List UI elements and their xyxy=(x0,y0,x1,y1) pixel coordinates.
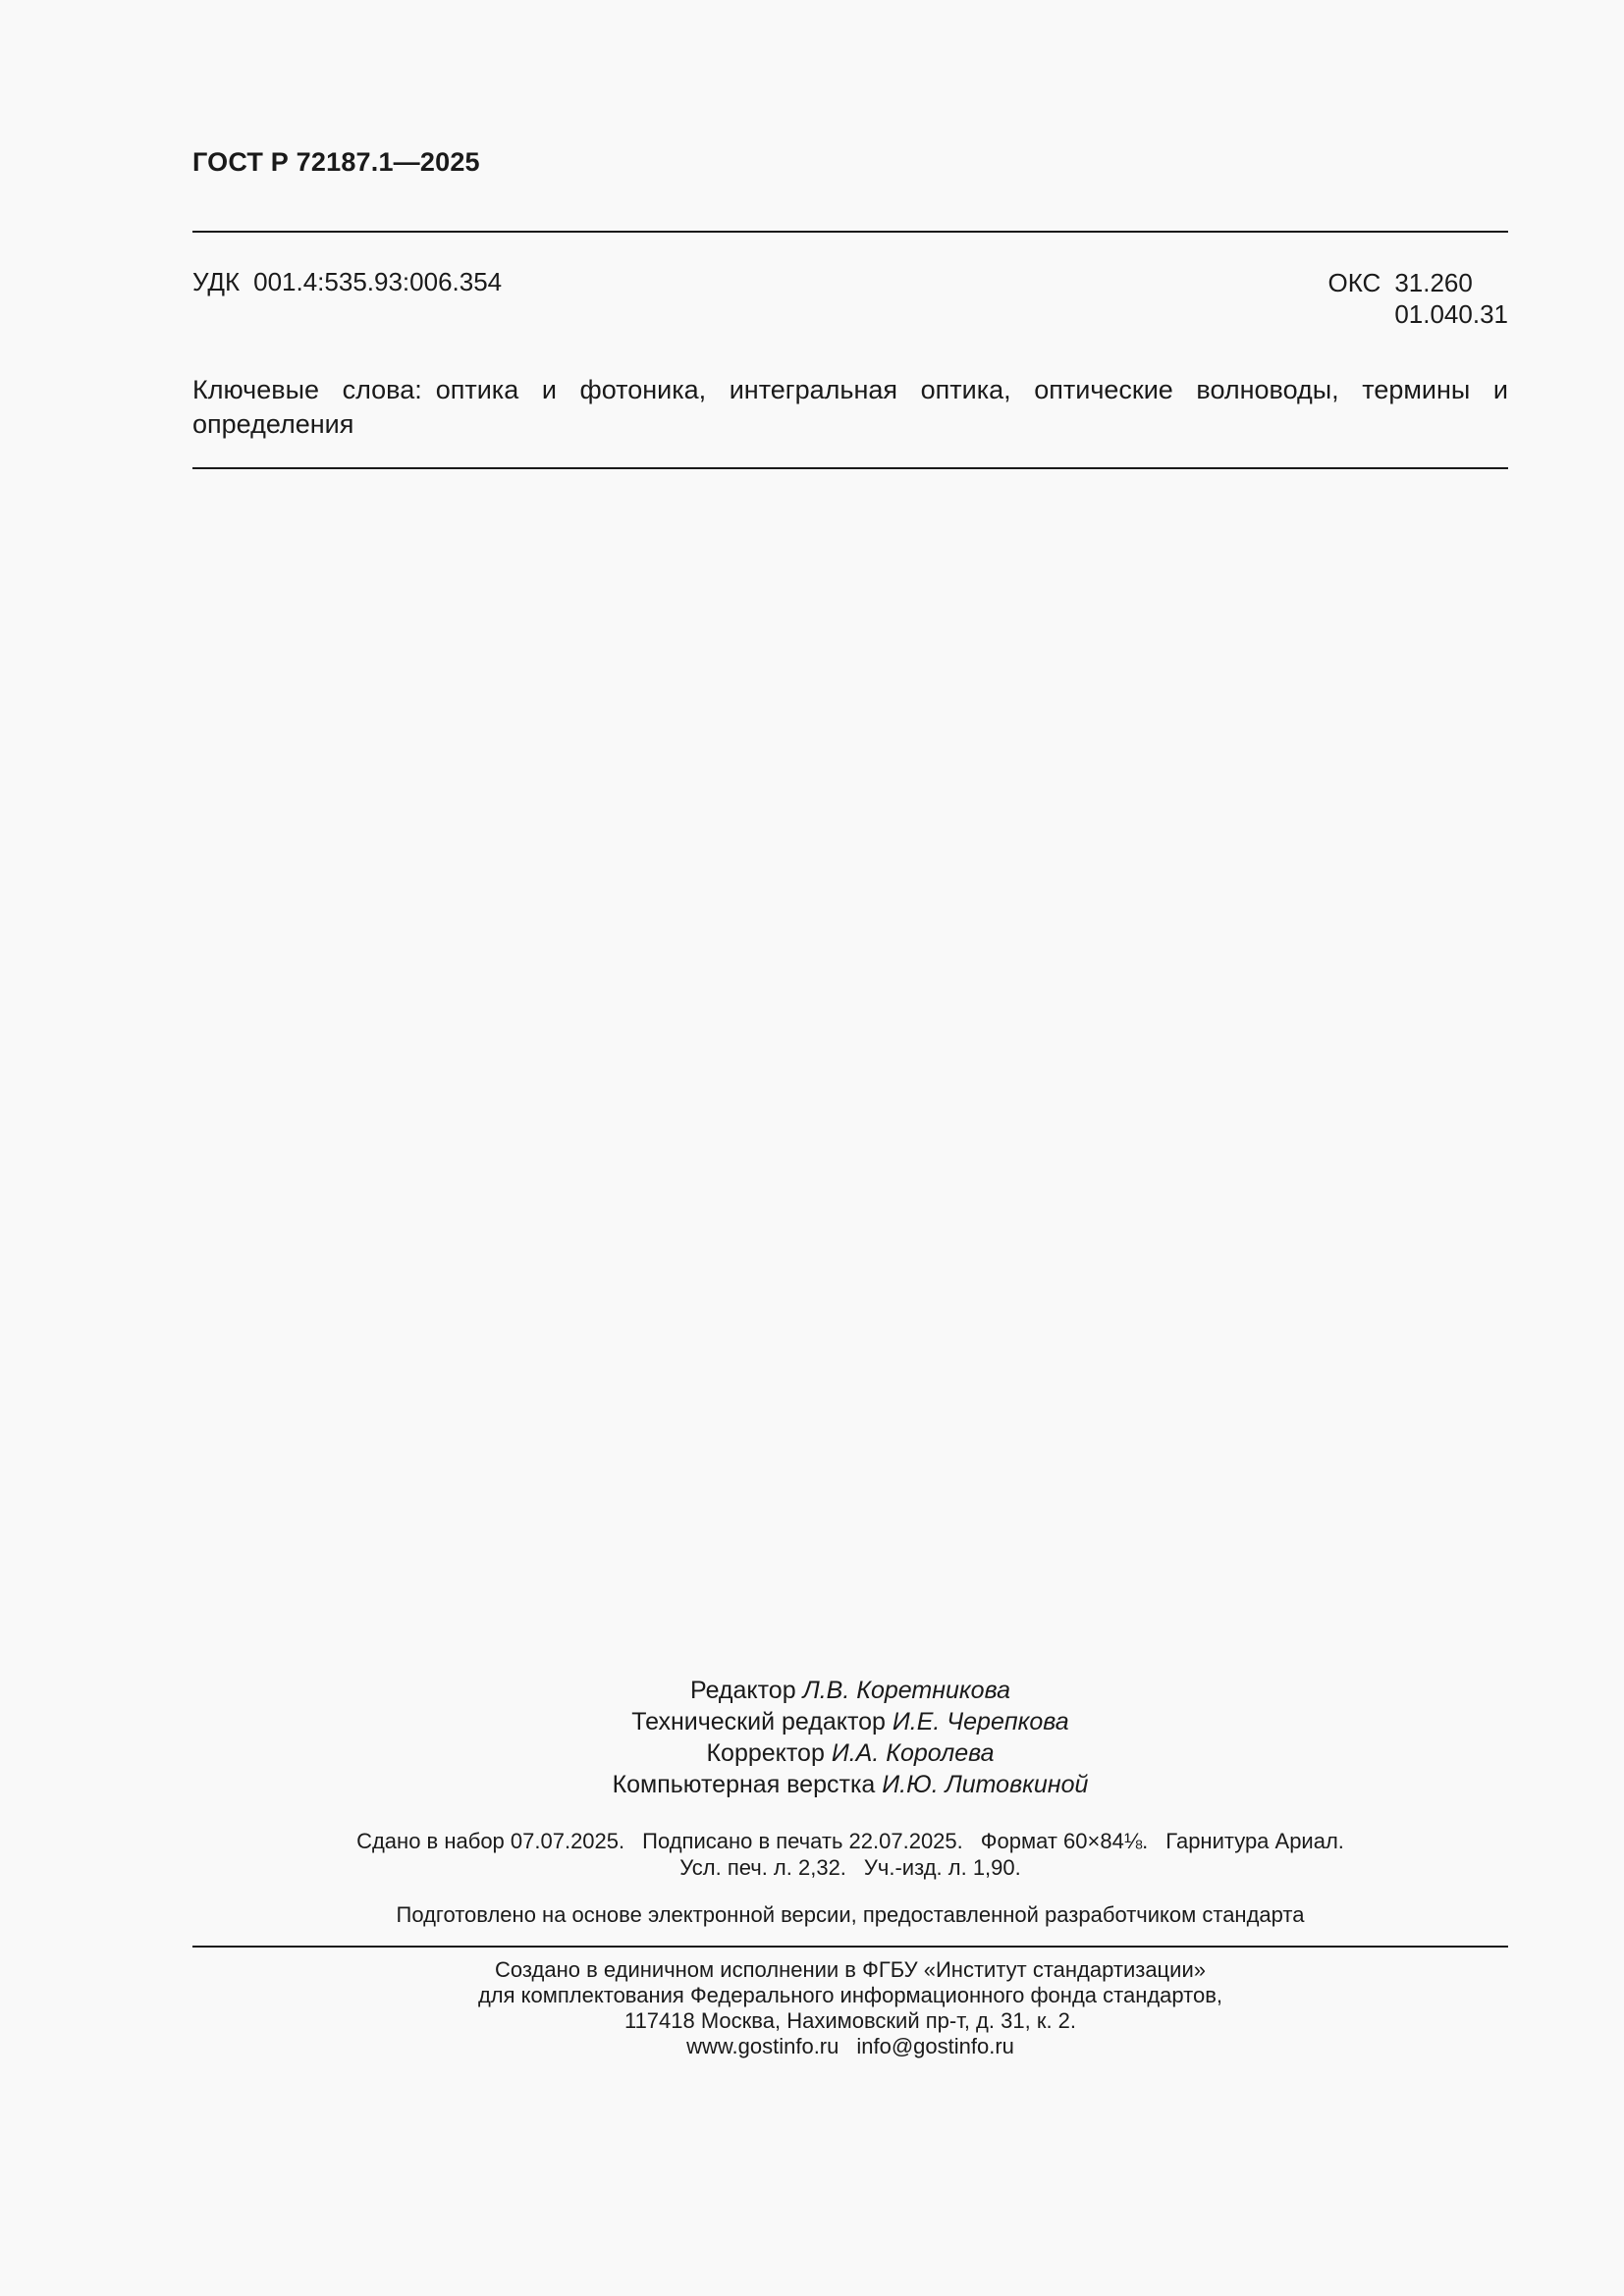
credit-role: Технический редактор xyxy=(631,1708,886,1735)
print-info-line-2 xyxy=(192,1854,1508,1881)
keywords-block xyxy=(192,373,1508,442)
paper-format: Формат 60×84⅛. xyxy=(980,1829,1149,1853)
credit-name: И.Ю. Литовкиной xyxy=(882,1771,1089,1798)
print-info-line-1 xyxy=(192,1828,1508,1854)
standard-number: ГОСТ Р 72187.1—2025 xyxy=(192,147,480,177)
udk-label: УДК xyxy=(192,267,241,296)
credit-role: Редактор xyxy=(690,1677,796,1704)
email-link[interactable]: info@gostinfo.ru xyxy=(856,2034,1014,2058)
keywords-divider xyxy=(192,467,1508,469)
credit-name: Л.В. Коретникова xyxy=(802,1677,1010,1704)
oks-code: 31.260 xyxy=(1394,268,1473,297)
submitted-date: Сдано в набор 07.07.2025. xyxy=(356,1829,625,1853)
signed-date: Подписано в печать 22.07.2025. xyxy=(642,1829,963,1853)
credit-line xyxy=(192,1769,1508,1800)
keywords-label: Ключевые слова: xyxy=(192,375,422,404)
credit-role: Корректор xyxy=(706,1739,825,1767)
printed-sheets: Усл. печ. л. 2,32. xyxy=(679,1855,846,1880)
bottom-divider xyxy=(192,1946,1508,1948)
udk-block xyxy=(192,267,502,297)
publisher-address: 117418 Москва, Нахимовский пр-т, д. 31, к. 2. xyxy=(623,2008,1077,2033)
keywords-text: оптика и фотоника, интегральная оптика, оптические волноводы, термины и определения xyxy=(192,375,1508,439)
credit-line xyxy=(192,1675,1508,1706)
oks-block xyxy=(1327,267,1508,330)
udk-value: 001.4:535.93:006.354 xyxy=(253,267,503,296)
website-link[interactable]: www.gostinfo.ru xyxy=(686,2034,839,2058)
top-divider xyxy=(192,231,1508,233)
credit-name: И.А. Королева xyxy=(831,1739,995,1767)
credit-role: Компьютерная верстка xyxy=(612,1771,876,1798)
typeface: Гарнитура Ариал. xyxy=(1165,1829,1344,1853)
oks-codes xyxy=(1394,267,1508,330)
publisher-line: для комплектования Федерального информационного фонда стандартов, xyxy=(477,1983,1223,2007)
credit-line xyxy=(192,1706,1508,1737)
oks-label: ОКС xyxy=(1327,268,1381,297)
print-info-block xyxy=(192,1828,1508,1881)
publisher-block xyxy=(192,1957,1508,2059)
publisher-line: Создано в единичном исполнении в ФГБУ «Институт стандартизации» xyxy=(495,1957,1206,1982)
credits-block xyxy=(192,1675,1508,1800)
credit-name: И.Е. Черепкова xyxy=(892,1708,1069,1735)
prepared-note: Подготовлено на основе электронной версии, предоставленной разработчиком стандарта xyxy=(396,1902,1305,1927)
publisher-sheets: Уч.-изд. л. 1,90. xyxy=(863,1855,1021,1880)
publisher-contacts xyxy=(192,2034,1508,2059)
credit-line xyxy=(192,1737,1508,1769)
oks-code: 01.040.31 xyxy=(1394,299,1508,329)
